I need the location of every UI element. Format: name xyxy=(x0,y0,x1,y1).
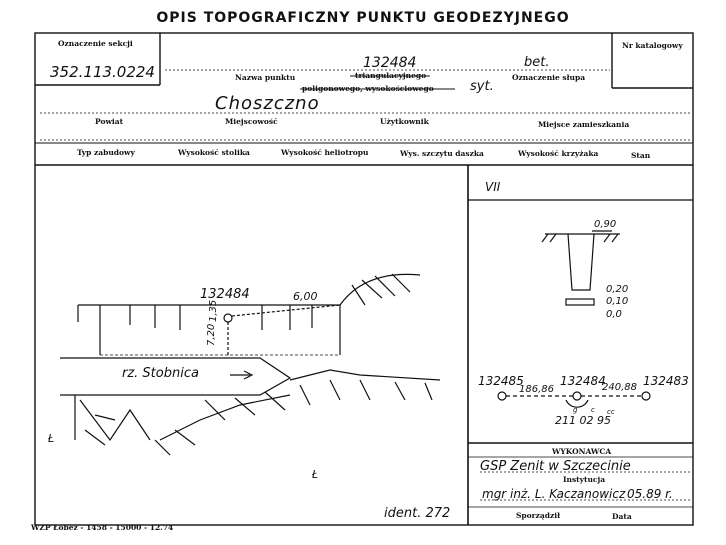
map-letter-2: Ł xyxy=(312,468,319,481)
survey-point-marker xyxy=(224,314,232,322)
type-handwritten: syt. xyxy=(470,79,494,94)
traverse-mid-label: 132484 xyxy=(560,374,606,388)
page-title: OPIS TOPOGRAFICZNY PUNKTU GEODEZYJNEGO xyxy=(156,10,570,26)
diagram-depth-3: 0,0 xyxy=(606,309,622,320)
catalog-label: Nr katalogowy xyxy=(622,41,683,50)
post-shape xyxy=(568,234,594,290)
traverse-point-left xyxy=(498,392,506,400)
map-distance-3: 1,35 xyxy=(208,299,219,322)
label-wys-heliotropu: Wysokość heliotropu xyxy=(281,148,369,157)
point-name-label: Nazwa punktu xyxy=(235,73,296,82)
diagram-width: 0,90 xyxy=(594,219,617,230)
map-distance-1: 6,00 xyxy=(293,290,318,303)
traverse-angle: 211 02 95 xyxy=(555,414,611,427)
traverse-right-distance: 240,88 xyxy=(602,382,637,393)
traverse-point-mid xyxy=(573,392,581,400)
data-label: Data xyxy=(612,512,632,521)
wykonawca-label: WYKONAWCA xyxy=(552,447,612,456)
ident-label: ident. 272 xyxy=(384,506,451,521)
instytucja-label: Instytucja xyxy=(563,475,606,484)
label-miejsce: Miejsce zamieszkania xyxy=(538,120,630,129)
label-stan: Stan xyxy=(631,151,651,160)
traverse-left-label: 132485 xyxy=(478,374,524,388)
date-value: 05.89 r. xyxy=(627,487,673,501)
map-sketch xyxy=(60,274,440,455)
label-wys-stolika: Wysokość stolika xyxy=(178,148,250,157)
section-label: Oznaczenie sekcji xyxy=(58,39,133,48)
point-number: 132484 xyxy=(363,55,417,71)
angle-unit-c: c xyxy=(591,406,595,414)
angle-unit-cc: cc xyxy=(607,408,615,416)
section-value: 352.113.0224 xyxy=(50,63,155,81)
traverse-left-distance: 186,86 xyxy=(519,384,554,395)
type-line-1: triangulacyjnego xyxy=(355,71,427,80)
river-label: rz. Stobnica xyxy=(122,366,199,381)
sporzadzil-label: Sporządził xyxy=(516,511,560,520)
print-info: WZP Łobez - 1458 - 15000 - 12.74 xyxy=(31,523,174,532)
post-label: Oznaczenie słupa xyxy=(512,73,586,82)
label-powiat: Powiat xyxy=(95,117,124,126)
town-name: Choszczno xyxy=(215,93,320,114)
map-letter-1: Ł xyxy=(48,432,55,445)
angle-unit-g: g xyxy=(573,406,578,414)
type-label: VII xyxy=(485,180,501,194)
post-value: bet. xyxy=(524,55,550,70)
diagram-depth-2: 0,10 xyxy=(606,296,629,307)
label-typ-zabudowy: Typ zabudowy xyxy=(77,148,135,157)
traverse-right-label: 132483 xyxy=(643,374,689,388)
author-name: mgr inż. L. Kaczanowicz xyxy=(482,487,626,501)
label-wys-szczytu: Wys. szczytu daszka xyxy=(400,149,484,158)
label-wys-krzyzaka: Wysokość krzyżaka xyxy=(518,149,599,158)
traverse-point-right xyxy=(642,392,650,400)
type-line-2: poligonowego, wysokościowego xyxy=(302,84,434,93)
map-point-label: 132484 xyxy=(200,287,250,302)
company-name: GSP Zenit w Szczecinie xyxy=(480,459,631,474)
diagram-depth-1: 0,20 xyxy=(606,284,629,295)
plate-shape xyxy=(566,299,594,305)
label-miejscowosc: Miejscowość xyxy=(225,117,278,126)
label-uzytkownik: Użytkownik xyxy=(380,117,429,126)
map-distance-2: 7,20 xyxy=(206,323,217,346)
